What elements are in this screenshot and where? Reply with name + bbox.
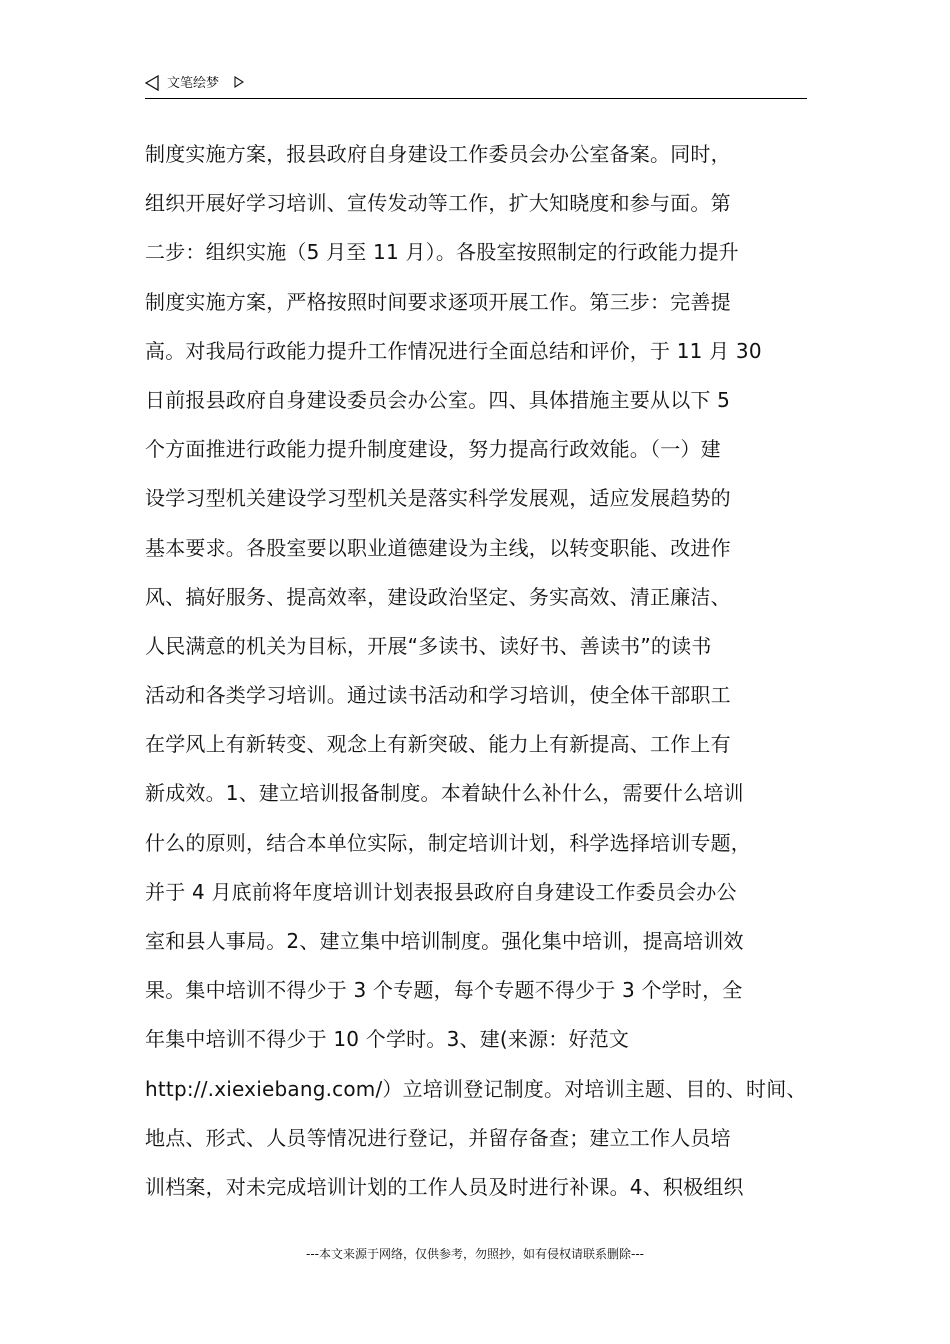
body-text-line: 年集中培训不得少于 10 个学时。3、建(来源：好范文 bbox=[145, 1027, 630, 1052]
page-footer: ---本文来源于网络，仅供参考，勿照抄，如有侵权请联系删除--- bbox=[306, 1247, 644, 1261]
body-text-line: 二步：组织实施（5 月至 11 月）。各股室按照制定的行政能力提升 bbox=[145, 240, 739, 265]
body-text-line: 并于 4 月底前将年度培训计划表报县政府自身建设工作委员会办公 bbox=[145, 879, 737, 904]
body-text-line: 制度实施方案，报县政府自身建设工作委员会办公室备案。同时， bbox=[145, 142, 731, 166]
body-text-line: 人民满意的机关为目标，开展“多读书、读好书、善读书”的读书 bbox=[145, 633, 712, 658]
body-text-line: 基本要求。各股室要以职业道德建设为主线，以转变职能、改进作 bbox=[145, 535, 731, 560]
body-text-line: 在学风上有新转变、观念上有新突破、能力上有新提高、工作上有 bbox=[145, 732, 731, 757]
body-text-line: 室和县人事局。2、建立集中培训制度。强化集中培训，提高培训效 bbox=[145, 929, 744, 953]
body-text-line: 地点、形式、人员等情况进行登记，并留存备查；建立工作人员培 bbox=[145, 1125, 731, 1150]
body-text-line: 高。对我局行政能力提升工作情况进行全面总结和评价，于 11 月 30 bbox=[145, 338, 762, 363]
right-triangle-outline-icon bbox=[234, 76, 244, 88]
body-text-line: 训档案，对未完成培训计划的工作人员及时进行补课。4、积极组织 bbox=[145, 1174, 744, 1199]
body-text-line: 日前报县政府自身建设委员会办公室。四、具体措施主要从以下 5 bbox=[145, 387, 731, 412]
body-text-line: 什么的原则，结合本单位实际，制定培训计划，科学选择培训专题， bbox=[145, 830, 751, 855]
body-text-line: 果。集中培训不得少于 3 个专题，每个专题不得少于 3 个学时，全 bbox=[145, 978, 743, 1003]
left-triangle-outline-icon bbox=[145, 75, 159, 91]
body-text-line: 新成效。1、建立培训报备制度。本着缺什么补什么，需要什么培训 bbox=[145, 781, 744, 806]
document-body bbox=[145, 130, 825, 1212]
body-text-line: 设学习型机关建设学习型机关是落实科学发展观，适应发展趋势的 bbox=[145, 486, 731, 511]
body-text-line: 组织开展好学习培训、宣传发动等工作，扩大知晓度和参与面。第 bbox=[145, 191, 731, 216]
header-title: 文笔绘梦 bbox=[167, 76, 220, 91]
body-text-line: 活动和各类学习培训。通过读书活动和学习培训，使全体干部职工 bbox=[145, 683, 731, 708]
body-text-line: 个方面推进行政能力提升制度建设，努力提高行政效能。（一）建 bbox=[145, 437, 721, 462]
body-text-line: 制度实施方案，严格按照时间要求逐项开展工作。第三步：完善提 bbox=[145, 289, 731, 314]
body-text-line: http://.xiexiebang.com/）立培训登记制度。对培训主题、目的、时间、 bbox=[145, 1076, 807, 1101]
body-text-line: 风、搞好服务、提高效率，建设政治坚定、务实高效、清正廉洁、 bbox=[145, 584, 731, 609]
page-header bbox=[145, 72, 807, 99]
